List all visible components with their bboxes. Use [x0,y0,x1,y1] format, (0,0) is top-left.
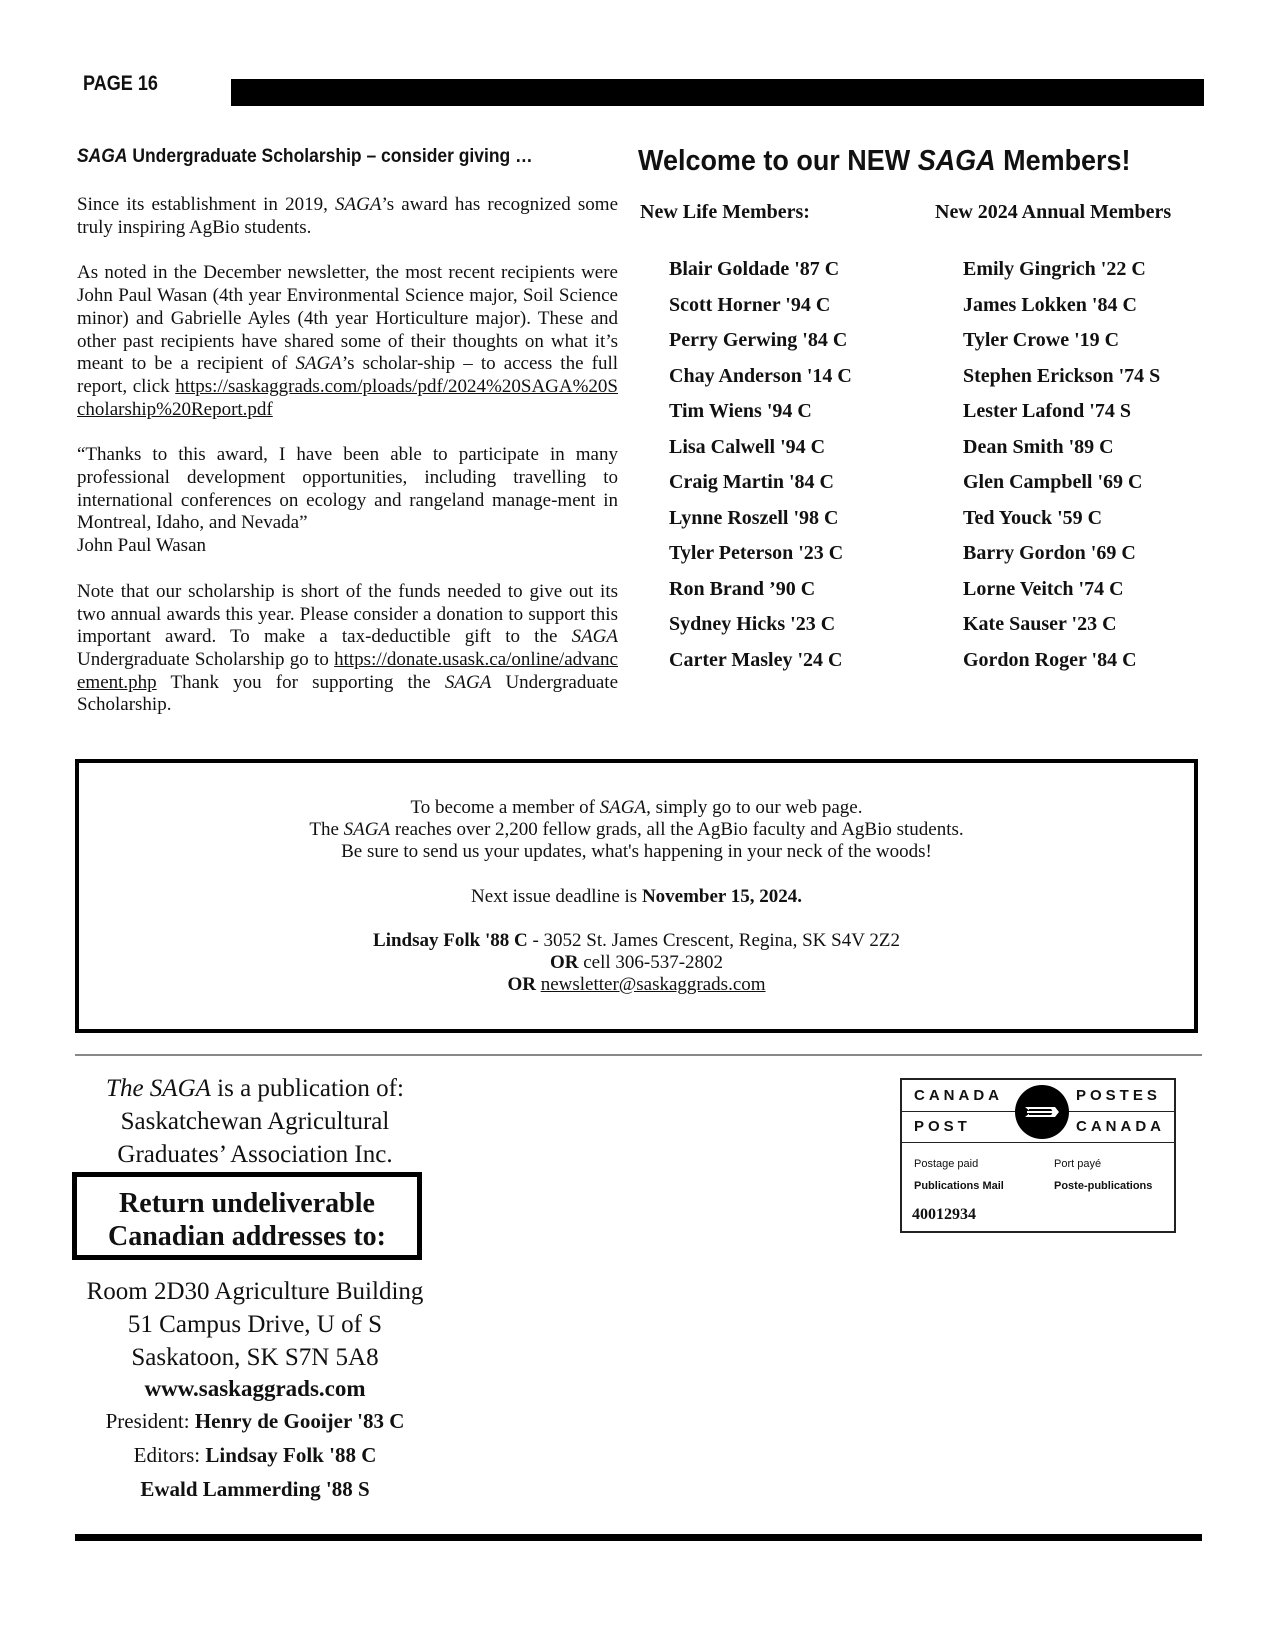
paragraph-text: As noted in the December newsletter, the most recent recipients were John Paul Wasan (4th year Environmental Science major, Soil Science minor) and Gabrielle Ayles (4th year Horticulture major). These and other past recipients have shared some of their thoughts on what it’s meant to be a recipient of [77,262,618,375]
list-item: Glen Campbell '69 C [963,471,1143,493]
publication-text: is a publication of: [210,1075,404,1102]
publication-info [60,1072,450,1171]
contact-address-line [79,930,1194,952]
org-name: SAGA [335,194,382,215]
list-item: Tim Wiens '94 C [669,400,812,422]
donate-link[interactable]: https://donate.usask.ca/online/advancement.php [77,648,618,693]
address-line-1: Room 2D30 Agriculture Building [86,1278,424,1305]
postage-paid-label: Postage paid [914,1158,979,1170]
paragraph-text: ’s award has recognized some truly inspiring AgBio students. [77,194,619,238]
mailing-address [60,1275,450,1506]
list-item: Kate Sauser '23 C [963,613,1117,635]
scholarship-title-org: SAGA [77,146,128,167]
canada-post-indicia [900,1078,1176,1233]
list-item: Gordon Roger '84 C [963,648,1137,671]
poste-publications-label: Poste-publications [1054,1180,1153,1192]
president-label: President: [105,1409,195,1433]
scholarship-paragraph-1 [77,194,618,239]
welcome-title-text: Welcome to our NEW [638,145,918,177]
publication-line-1 [60,1072,450,1105]
contact-name: Lindsay Folk '88 C [373,930,528,951]
canada-post-logo-icon [1015,1085,1069,1139]
list-item: Lisa Calwell '94 C [669,435,826,458]
canada-label-2: CANADA [1076,1118,1165,1135]
publication-name: The SAGA [106,1075,211,1102]
president-name: Henry de Gooijer '83 C [194,1409,405,1433]
org-name: SAGA [295,353,342,375]
paragraph-text: ’s scholar-ship – to access the full report, click [77,353,619,397]
post-label: POST [914,1118,971,1135]
editors-label: Editors: [133,1443,206,1467]
publication-line-3: Graduates’ Association Inc. [117,1141,393,1168]
canada-label: CANADA [914,1087,1003,1104]
list-item: Tyler Crowe '19 C [963,329,1120,351]
section-divider [75,1054,1202,1056]
list-item: Scott Horner '94 C [669,293,831,316]
list-item: Craig Martin '84 C [669,471,834,493]
list-item: James Lokken '84 C [963,293,1137,316]
list-item: Sydney Hicks '23 C [669,613,836,635]
scholarship-paragraph-2 [77,262,618,421]
info-line-1 [79,797,1194,819]
org-name: SAGA [599,797,647,818]
paragraph-text: Thank you for supporting the [156,671,445,693]
membership-info-box [75,759,1198,1033]
info-text: reaches over 2,200 fellow grads, all the AgBio faculty and AgBio students. [390,819,964,840]
list-item: Dean Smith '89 C [963,435,1114,458]
list-item: Ron Brand ’90 C [669,577,816,600]
quote-text: “Thanks to this award, I have been able to participate in many professional development opportunities, including travelling to international conferences on ecology and rangeland manage-ment in Montreal, Idaho, and Nevada” [77,444,618,534]
scholarship-quote [77,444,618,535]
deadline-date: November 15, 2024. [641,886,803,907]
org-name: SAGA [917,145,996,177]
scholarship-title [77,146,575,168]
publication-agreement-number: 40012934 [912,1206,976,1223]
or-label: OR [549,952,579,973]
page-number: PAGE 16 [83,72,158,95]
list-item: Ted Youck '59 C [963,506,1103,529]
list-item: Chay Anderson '14 C [669,364,852,387]
paragraph-text: Note that our scholarship is short of the funds needed to give out its two annual awards this year. Please consider a donation to support this important award. To make a tax-deductible gift to the [77,580,618,648]
scholarship-title-text: Undergraduate Scholarship – consider giving … [127,146,533,167]
info-text: Next issue deadline is [470,886,642,907]
annual-members-heading: New 2024 Annual Members [935,201,1172,223]
or-label: OR [507,974,536,995]
paragraph-text: Since its establishment in 2019, [77,194,336,215]
publication-line-2: Saskatchewan Agricultural [120,1108,390,1135]
welcome-title-text: Members! [995,145,1131,177]
life-members-heading: New Life Members: [640,201,810,223]
footer-bar [75,1534,1202,1541]
editor-line-2 [60,1472,450,1506]
postes-label: POSTES [1076,1087,1161,1104]
info-text: The [309,819,344,840]
org-name: SAGA [343,819,391,840]
scholarship-paragraph-4 [77,581,618,717]
paragraph-text: Undergraduate Scholarship go to [77,648,335,670]
list-item: Barry Gordon '69 C [963,542,1136,564]
life-members-list [669,258,852,684]
header-bar [231,79,1204,106]
publications-mail-label: Publications Mail [914,1180,1004,1192]
info-line-2 [79,819,1194,841]
list-item: Perry Gerwing '84 C [669,329,848,351]
return-address-box [72,1172,422,1260]
annual-members-list [963,258,1160,684]
editor-name: Lindsay Folk '88 C [205,1443,377,1467]
list-item: Emily Gingrich '22 C [963,258,1146,280]
contact-phone-line [79,952,1194,974]
info-text: , simply go to our web page. [646,797,863,818]
return-line-1: Return undeliverable [119,1188,375,1219]
org-name: SAGA [571,626,618,648]
website: www.saskaggrads.com [144,1376,366,1401]
info-text: To become a member of [410,797,600,818]
address-line-3: Saskatoon, SK S7N 5A8 [131,1344,379,1371]
contact-email-link[interactable]: newsletter@saskaggrads.com [540,974,766,995]
scholarship-report-link[interactable]: https://saskaggrads.com/ploads/pdf/2024%20SAGA%20Scholarship%20Report.pdf [77,375,618,420]
list-item: Tyler Peterson '23 C [669,542,844,564]
port-paye-label: Port payé [1054,1158,1102,1170]
list-item: Lorne Veitch '74 C [963,577,1124,600]
list-item: Stephen Erickson '74 S [963,364,1161,387]
list-item: Blair Goldade '87 C [669,258,840,280]
org-name: SAGA [444,671,492,693]
return-line-2: Canadian addresses to: [108,1221,386,1252]
contact-phone: cell 306-537-2802 [578,952,724,973]
contact-email-line [79,974,1194,996]
list-item: Carter Masley '24 C [669,648,843,671]
scholarship-article [77,146,618,740]
address-line-2: 51 Campus Drive, U of S [127,1311,383,1338]
deadline-line [79,886,1194,908]
list-item: Lynne Roszell '98 C [669,506,839,529]
editor-name: Ewald Lammerding '88 S [140,1477,370,1501]
welcome-title [638,145,1131,178]
contact-address: - 3052 St. James Crescent, Regina, SK S4V 2Z2 [527,930,900,951]
info-line-3: Be sure to send us your updates, what's happening in your neck of the woods! [341,841,932,862]
quote-author: John Paul Wasan [77,535,207,557]
editors-line [60,1438,450,1472]
list-item: Lester Lafond '74 S [963,400,1131,422]
president-line [60,1404,450,1438]
paragraph-text: Undergraduate Scholarship. [77,671,618,716]
